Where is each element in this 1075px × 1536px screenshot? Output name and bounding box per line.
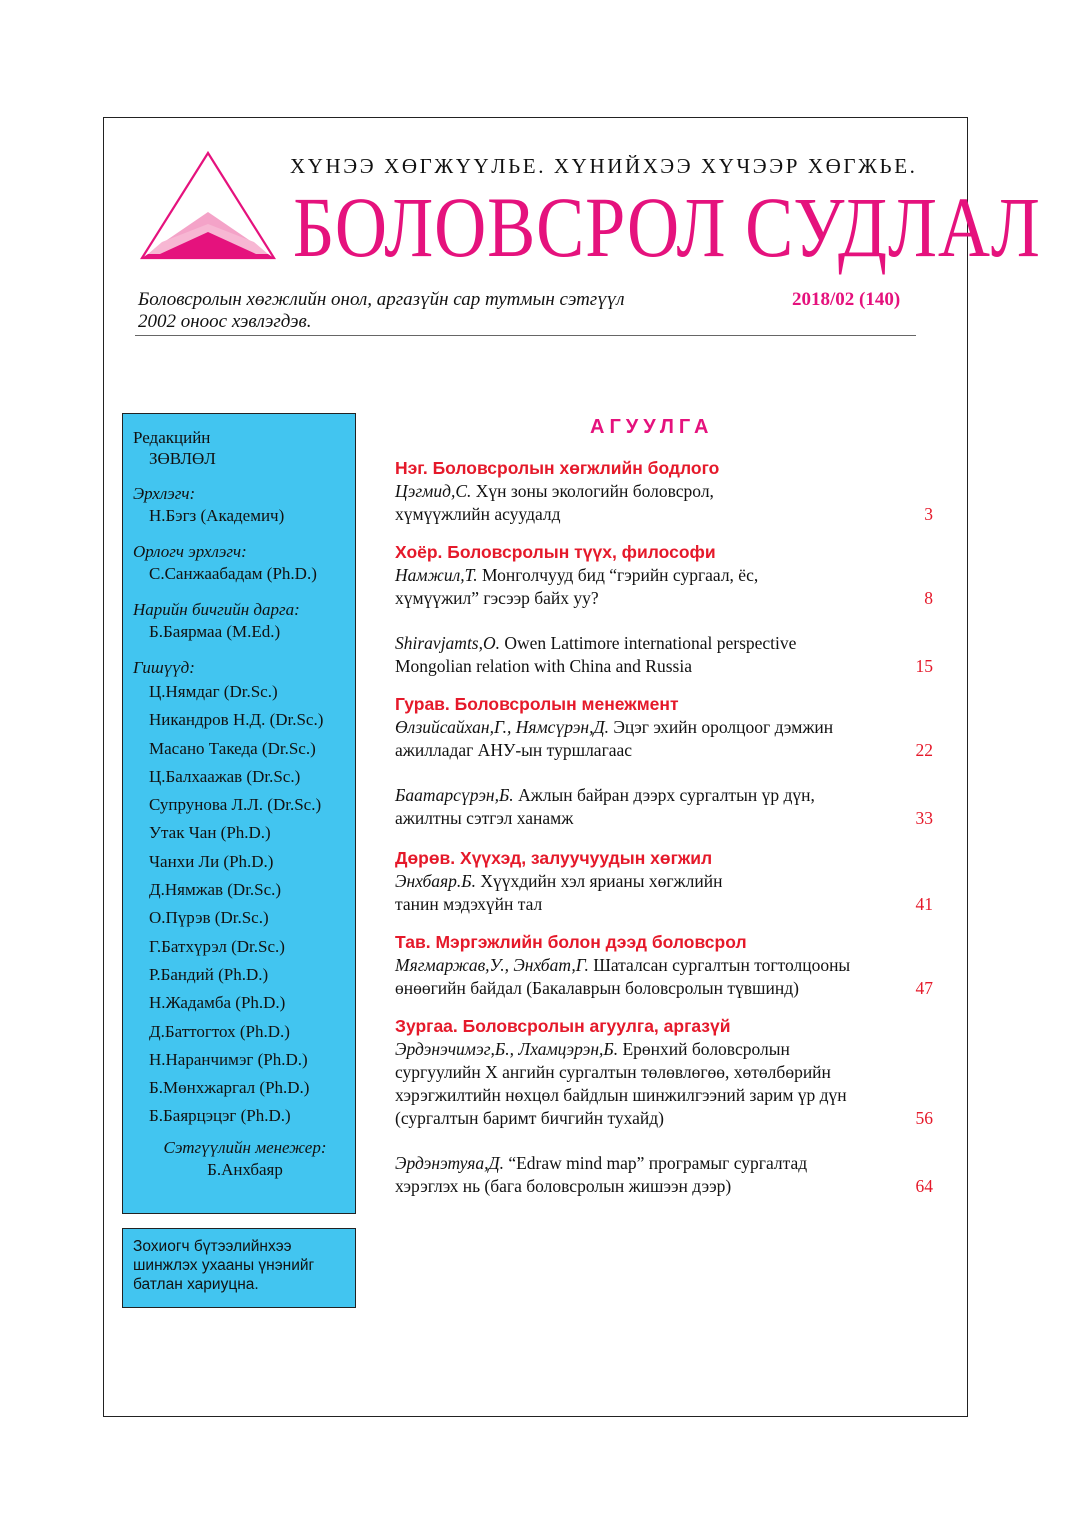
entry-page-number: 33 (915, 808, 933, 828)
toc-section-heading: Нэг. Боловсролын хөгжлийн бодлого (395, 458, 720, 478)
entry-title: “Edraw mind map” програмыг сургалтад (503, 1153, 808, 1173)
toc-entry[interactable] (395, 1152, 935, 1198)
issue-number: 2018/02 (140) (792, 289, 901, 310)
entry-title-cont: ажилтны сэтгэл ханамж (395, 808, 574, 828)
toc-section-heading: Дөрөв. Хүүхэд, залуучуудын хөгжил (395, 848, 713, 868)
member-name: Н.Наранчимэг (Ph.D.) (149, 1049, 308, 1069)
entry-author: Баатарсүрэн,Б. (395, 785, 514, 805)
entry-title-cont: сургуулийн X ангийн сургалтын төлөвлөгөө, хөтөлбөрийн (395, 1062, 831, 1082)
member-name: Д.Баттогтох (Ph.D.) (149, 1021, 290, 1041)
toc-entry[interactable] (395, 632, 935, 678)
member-name: Н.Жадамба (Ph.D.) (149, 993, 286, 1013)
entry-title-cont: Mongolian relation with China and Russia (395, 656, 692, 676)
manager-role-label: Сэтгүүлийн менежер: (163, 1137, 327, 1157)
toc-entry[interactable] (395, 716, 935, 762)
editorial-board-panel (122, 413, 356, 1214)
entry-title-cont: хүмүүжил” гэсээр байх уу? (395, 588, 599, 608)
toc-entry[interactable] (395, 564, 935, 610)
entry-author: Эрдэнэчимэг,Б., Лхамцэрэн,Б. (395, 1039, 619, 1059)
chief-name: Н.Бэгз (Академич) (149, 506, 285, 525)
entry-title: Ажлын байран дээрх сургалтын үр дүн, (513, 785, 815, 805)
entry-author: Мягмаржав,У., Энхбат,Г. (395, 955, 589, 975)
header-divider (135, 335, 916, 336)
entry-title: Owen Lattimore international perspective (500, 633, 797, 653)
entry-author: Энхбаяр.Б. (395, 871, 476, 891)
member-name: Д.Нямжав (Dr.Sc.) (149, 880, 282, 900)
entry-title: Монголчууд бид “гэрийн сургаал, ёс, (477, 565, 759, 585)
entry-title-cont: хэрэглэх нь (бага боловсролын жишээн дээр) (395, 1176, 732, 1196)
entry-author: Намжил,Т. (395, 565, 478, 585)
members-list (133, 678, 355, 1131)
entry-title-cont: (сургалтын баримт бичгийн тухайд) (395, 1108, 664, 1128)
journal-title: БОЛОВСРОЛ СУДЛАЛ (293, 179, 1041, 275)
member-name: Масано Такеда (Dr.Sc.) (149, 738, 316, 758)
toc-entry[interactable] (395, 784, 935, 830)
journal-subtitle (138, 289, 758, 333)
deputy-name: С.Санжаабадам (Ph.D.) (149, 564, 317, 583)
contents-title: АГУУЛГА (590, 416, 714, 438)
entry-page-number: 41 (915, 894, 933, 914)
toc-section-heading: Гурав. Боловсролын менежмент (395, 694, 679, 714)
member-name: Супрунова Л.Л. (Dr.Sc.) (149, 795, 322, 815)
entry-title: Эцэг эхийн оролцоог дэмжин (609, 717, 834, 737)
toc-section-heading: Тав. Мэргэжлийн болон дээд боловсрол (395, 932, 747, 952)
board-heading-sub: ЗӨВЛӨЛ (149, 449, 216, 468)
entry-title-cont: хэрэгжилтийн нөхцөл байдлын шинжилгээний зарим үр дүн (395, 1085, 847, 1105)
subtitle-line: Боловсролын хөгжлийн онол, аргазүйн сар тутмын сэтгүүл (138, 289, 625, 310)
secretary-role-label: Нарийн бичгийн дарга: (133, 600, 300, 619)
entry-title: Хүүхдийн хэл ярианы хөгжлийн (475, 871, 723, 891)
entry-title-cont: танин мэдэхүйн тал (395, 894, 543, 914)
board-heading: Редакцийн (133, 428, 211, 447)
deputy-role-label: Орлогч эрхлэгч: (133, 542, 247, 561)
entry-page-number: 15 (915, 656, 933, 676)
member-name: Р.Бандий (Ph.D.) (149, 964, 269, 984)
member-name: Утак Чан (Ph.D.) (149, 823, 271, 843)
toc-section-heading: Хоёр. Боловсролын түүх, философи (395, 542, 716, 562)
chief-role-label: Эрхлэгч: (133, 484, 196, 503)
toc-entry[interactable] (395, 954, 935, 1000)
member-name: Чанхи Ли (Ph.D.) (149, 851, 274, 871)
subtitle-line: 2002 оноос хэвлэгдэв. (138, 311, 312, 332)
toc-entry[interactable] (395, 480, 935, 526)
member-name: Б.Мөнхжаргал (Ph.D.) (149, 1078, 310, 1098)
entry-title-cont: өнөөгийн байдал (Бакалаврын боловсролын түвшинд) (395, 978, 799, 998)
manager-name: Б.Анхбаяр (207, 1159, 283, 1179)
secretary-name: Б.Баярмаа (M.Ed.) (149, 622, 281, 641)
entry-page-number: 3 (924, 504, 933, 524)
triangle-logo-icon (140, 150, 276, 262)
entry-title: Хүн зоны экологийн боловсрол, (471, 481, 714, 501)
toc-entry[interactable] (395, 870, 935, 916)
members-role-label: Гишүүд: (133, 658, 195, 677)
entry-title: Ерөнхий боловсролын (618, 1039, 790, 1059)
toc-entry[interactable] (395, 1038, 935, 1130)
member-name: Г.Батхүрэл (Dr.Sc.) (149, 936, 285, 956)
entry-title-cont: ажилладаг АНУ-ын туршлагаас (395, 740, 633, 760)
toc-section-heading: Зургаа. Боловсролын агуулга, аргазүй (395, 1016, 731, 1036)
member-name: Ц.Нямдаг (Dr.Sc.) (149, 682, 278, 701)
entry-author: Цэгмид,С. (395, 481, 472, 501)
entry-title-cont: хүмүүжлийн асуудалд (395, 504, 561, 524)
table-of-contents (395, 456, 935, 1198)
member-name: Б.Баярцэцэг (Ph.D.) (149, 1106, 291, 1126)
journal-motto: ХҮНЭЭ ХӨГЖҮҮЛЬЕ. ХҮНИЙХЭЭ ХҮЧЭЭР ХӨГЖЬЕ. (290, 154, 918, 178)
entry-author: Өлзийсайхан,Г., Нямсүрэн,Д. (395, 717, 609, 737)
member-name: Никандров Н.Д. (Dr.Sc.) (149, 710, 324, 730)
entry-author: Shiravjamts,O. (395, 633, 500, 653)
entry-page-number: 22 (915, 740, 933, 760)
member-name: Ц.Балхаажав (Dr.Sc.) (149, 766, 301, 786)
entry-page-number: 47 (915, 978, 933, 998)
entry-author: Эрдэнэтуяа,Д. (395, 1153, 504, 1173)
entry-page-number: 8 (924, 588, 933, 608)
entry-title: Шаталсан сургалтын тогтолцооны (588, 955, 851, 975)
entry-page-number: 56 (915, 1108, 933, 1128)
author-responsibility-notice: Зохиогч бүтээлийнхээ шинжлэх ухааны үнэнийг батлан хариуцна. (122, 1228, 356, 1308)
member-name: О.Пүрэв (Dr.Sc.) (149, 908, 269, 928)
entry-page-number: 64 (915, 1176, 933, 1196)
